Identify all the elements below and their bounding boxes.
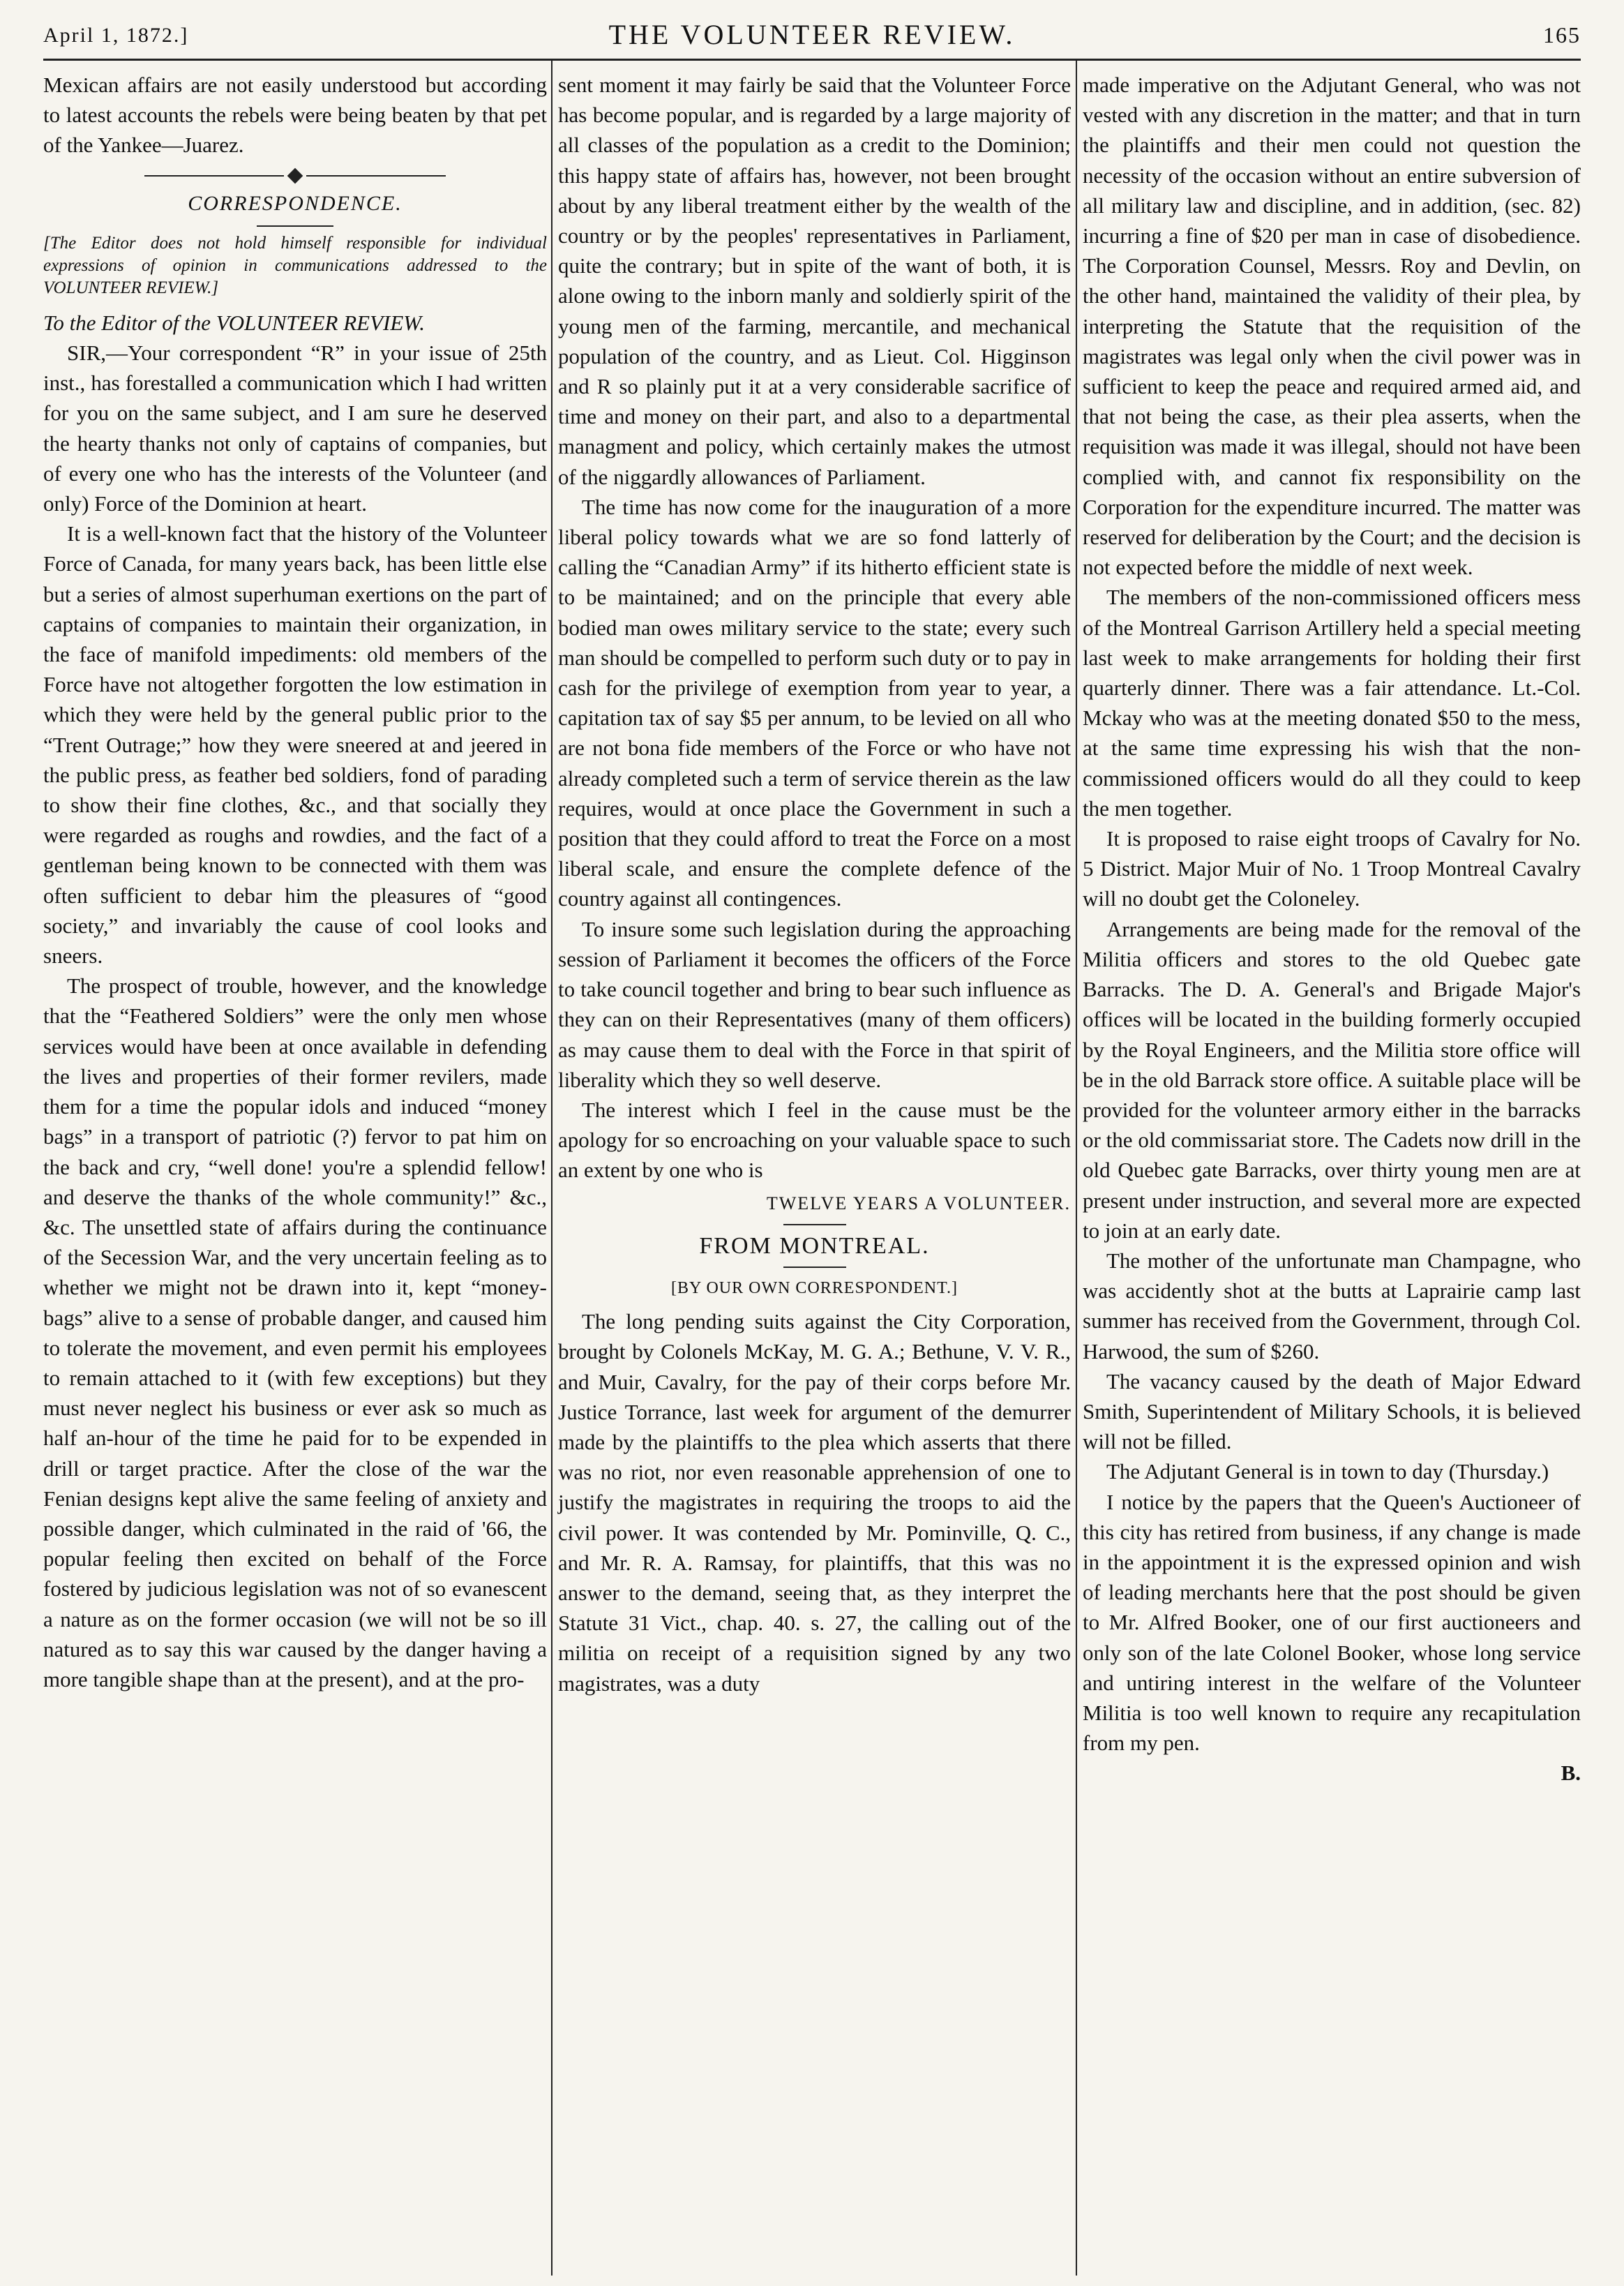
section-ornament: [43, 170, 547, 181]
editor-disclaimer: [The Editor does not hold himself responsible for individual expressions of opinion in communications addressed to the VOLUNTEER REVIEW.]: [43, 233, 547, 297]
article-paragraph: I notice by the papers that the Queen's Auctioneer of this city has retired from business, if any change is made in the appointment it is the expressed opinion and wish of leading merchants here that the post should be given to Mr. Alfred Booker, one of our first auctioneers and only son of the late Colonel Booker, whose long service and untiring interest in the welfare of the Volunteer Militia is too well known to require any recapitulation from my pen.: [1083, 1489, 1581, 1756]
letter-paragraph: sent moment it may fairly be said that the Volunteer Force has become popular, and is regarded by a large majority of all classes of the population as a credit to the Dominion; this happy state of affairs has, however, not been brought about by any liberal treatment either by the wealth of the country or by the peoples' representatives in Parliament, quite the contrary; but in spite of the want of both, it is alone owing to the inborn manly and soldierly spirit of the young men of the farming, mercantile, and mechanical population of the country, and as Lieut. Col. Higginson and R so plainly put it at a very considerable sacrifice of time and money on their part, and also to a departmental managment and policy, which certainly makes the utmost of the niggardly allowances of Parliament.: [558, 73, 1071, 489]
heading-rule: [783, 1267, 846, 1268]
correspondent-signoff: B.: [1561, 1761, 1581, 1786]
letter-paragraph: The interest which I feel in the cause must be the apology for so encroaching on your valuable space to such an extent by one who is: [558, 1097, 1071, 1183]
column-2: [558, 70, 1071, 1698]
article-paragraph: The long pending suits against the City Corporation, brought by Colonels McKay, M. G. A.; Bethune, V. V. R., and Muir, Cavalry, for the pay of their corps before Mr. Justice Torrance, last week for argument of the demurrer made by the plaintiffs to the plea which asserts that there was no riot, nor even reasonable apprehension of one to justify the magistrates in requiring the troops to aid the civil power. It was contended by Mr. Pominville, Q. C., and Mr. R. A. Ramsay, for plaintiffs, that this was no answer to the demand, seeing that, as they interpret the Statute 31 Vict., chap. 40. s. 27, the calling out of the militia on receipt of a requisition signed by any two magistrates, was a duty: [558, 1309, 1071, 1696]
letter-paragraph: It is a well-known fact that the history of the Volunteer Force of Canada, for many years back, has been little else but a series of almost superhuman exertions on the part of captains of companies to maintain their organization, in the face of manifold impediments: old members of the Force have not altogether forgotten the low estimation in which they were held by the general public prior to the “Trent Outrage;” how they were sneered at and jeered in the public press, as feather bed soldiers, fond of parading to show their fine clothes, &c., and that socially they were regarded as roughs and rowdies, and the fact of a gentleman being known to be connected with them was often sufficient to debar him the pleasures of “good society,” and invariably the cause of cool looks and sneers.: [43, 521, 547, 969]
column-divider-1: [551, 60, 552, 2276]
article-paragraph: The Adjutant General is in town to day (Thursday.): [1106, 1459, 1549, 1484]
mexican-affairs-paragraph: Mexican affairs are not easily understood but according to latest accounts the rebels were being beaten by that pet of the Yankee—Juarez.: [43, 73, 547, 158]
masthead-title: THE VOLUNTEER REVIEW.: [608, 19, 1016, 50]
letter-paragraph: The prospect of trouble, however, and the knowledge that the “Feathered Soldiers” were the only men whose services would have been at once available in defending the lives and properties of their former revilers, made them for a time the popular idols and induced “money bags” in a transport of patriotic (?) fervor to pat him on the back and cry, “well done! you're a splendid fellow! and deserve the thanks of the whole community!” &c., &c. The unsettled state of affairs during the continuance of the Secession War, and the very uncertain feeling as to whether we might not be drawn into it, kept “money-bags” alive to a sense of probable danger, and caused him to tolerate the movement, and even permit his employees to remain attached to it (with few exceptions) but they must never neglect his business or ever ask so much as half an-hour of the time he paid for to be expended in drill or target practice. After the close of the war the Fenian designs kept alive the same feeling of anxiety and possible danger, which culminated in the raid of '66, the popular feeling then excited on behalf of the Force fostered by judicious legislation was not of so evanescent a nature as on the former occasion (we will not be so ill natured as to say this war caused by the danger having a more tangible shape than at the present), and at the pro-: [43, 973, 547, 1691]
correspondence-heading: CORRESPONDENCE.: [188, 191, 403, 215]
article-paragraph: Arrangements are being made for the removal of the Militia officers and stores to the old Quebec gate Barracks. The D. A. General's and Brigade Major's offices will be located in the building formerly occupied by the Royal Engineers, and the Militia store office will be in the old Barrack store office. A suitable place will be provided for the volunteer armory either in the barracks or the old commissariat store. The Cadets now drill in the old Quebec gate Barracks, over thirty young men are at present under instruction, and several more are expected to join at an early date.: [1083, 916, 1581, 1243]
correspondent-byline: [BY OUR OWN CORRESPONDENT.]: [671, 1278, 958, 1297]
article-paragraph: The mother of the unfortunate man Champagne, who was accidently shot at the butts at Laprairie camp last summer has received from the Government, through Col. Harwood, the sum of $260.: [1083, 1248, 1581, 1364]
issue-date: April 1, 1872.]: [43, 24, 189, 47]
column-3: [1083, 70, 1581, 1788]
page-header: [43, 10, 1581, 52]
letter-paragraph: To insure some such legislation during the approaching session of Parliament it becomes the officers of the Force to take council together and bring to bear such influence as they can on their Representatives (many of them officers) as may cause them to deal with the Force in that spirit of liberality which they so well deserve.: [558, 916, 1071, 1092]
article-paragraph: The vacancy caused by the death of Major Edward Smith, Superintendent of Military Schools, it is believed will not be filled.: [1083, 1368, 1581, 1454]
article-paragraph: It is proposed to raise eight troops of Cavalry for No. 5 District. Major Muir of No. 1 Troop Montreal Cavalry will no doubt get the Coloneley.: [1083, 826, 1581, 911]
letter-signature: TWELVE YEARS A VOLUNTEER.: [766, 1193, 1071, 1213]
column-divider-2: [1076, 60, 1077, 2276]
section-rule: [783, 1224, 846, 1225]
letter-paragraph: The time has now come for the inauguration of a more liberal policy towards what we are so fond latterly of calling the “Canadian Army” if its hitherto efficient state is to be maintained; and on the principle that every able bodied man owes military service to the state; every such man should be compelled to perform such duty or to pay in cash for the privilege of exemption from year to year, a capitation tax of say $5 per annum, to be levied on all who are not bona fide members of the Force or who have not already completed such a term of service therein as the law requires, would at once place the Government in such a position that they could afford to treat the Force on a most liberal scale, and ensure the complete defence of the country against all contingences.: [558, 494, 1071, 911]
letter-paragraph: SIR,—Your correspondent “R” in your issue of 25th inst., has forestalled a communication which I had written for you on the same subject, and I am sure he deserved the hearty thanks not only of captains of companies, but of every one who has the interests of the Volunteer (and only) Force of the Dominion at heart.: [43, 341, 547, 516]
column-1: [43, 70, 547, 1694]
header-rule: [43, 59, 1581, 61]
article-paragraph: made imperative on the Adjutant General, who was not vested with any discretion in the matter; and that in turn the plaintiffs and their men could not question the necessity of the occasion without an entire subversion of all military law and discipline, and in addition, (sec. 82) incurring a fine of $20 per man in case of disobedience. The Corporation Counsel, Messrs. Roy and Devlin, on the other hand, maintained the validity of their plea, by interpreting the Statute that the requisition of the magistrates was legal only when the civil power was in sufficient to keep the peace and required armed aid, and that not being the case, as their plea asserts, when the requisition was made it was illegal, should not have been complied with, and cannot fix responsibility on the Corporation for the expenditure incurred. The matter was reserved for deliberation by the Court; and the decision is not expected before the middle of next week.: [1083, 73, 1581, 580]
heading-rule: [257, 225, 333, 227]
from-montreal-heading: FROM MONTREAL.: [699, 1232, 930, 1259]
letter-salutation: To the Editor of the VOLUNTEER REVIEW.: [43, 310, 426, 335]
article-paragraph: The members of the non-commissioned officers mess of the Montreal Garrison Artillery held a special meeting last week to make arrangements for holding their first quarterly dinner. There was a fair attendance. Lt.-Col. Mckay who was at the meeting donated $50 to the mess, at the same time expressing his wish that the non-commissioned officers would do all they could to keep the men together.: [1083, 585, 1581, 821]
page-number: 165: [1543, 22, 1581, 47]
